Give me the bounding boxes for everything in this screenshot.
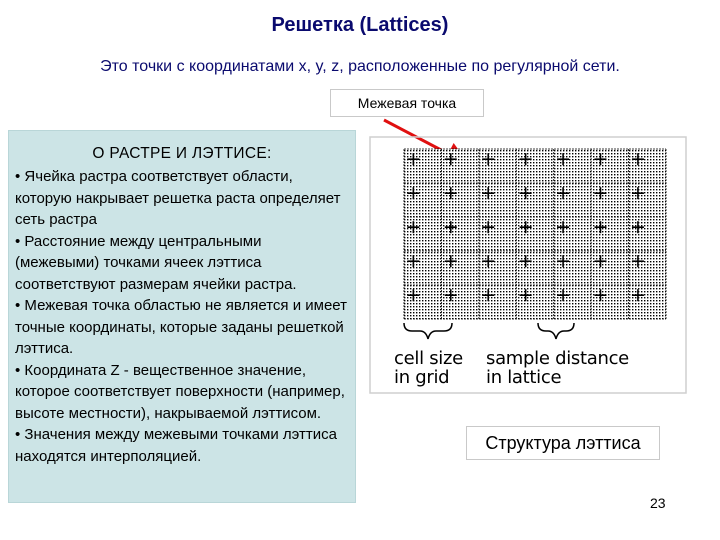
cell-size-caption-line-1: cell size [394,348,463,369]
sample-distance-caption-line-2: in lattice [486,367,562,388]
description-paragraph-5: • Значения между межевыми точками лэттиса находятся интерполяцией. [15,426,337,465]
sample-distance-brace [538,323,574,339]
description-paragraph-1: • Ячейка растра соответствует области, которую накрывает решетка раста определяет сеть растра [15,168,341,228]
cell-size-caption [394,349,463,387]
boundary-point-callout: Межевая точка [330,89,484,117]
cell-size-caption-line-2: in grid [394,367,450,388]
page-number: 23 [650,495,666,511]
grid-area [404,149,666,319]
lattice-structure-label: Структура лэттиса [466,426,660,460]
description-paragraph-4: • Координата Z - вещественное значение, которое соответствует поверхности (например, высоте местности), накрываемой лэттисом. [15,361,345,422]
description-box [8,130,356,503]
slide-subtitle: Это точки с координатами x, y, z, расположенные по регулярной сети. [100,58,620,75]
cell-size-brace [404,323,452,339]
description-heading: О РАСТРЕ И ЛЭТТИСЕ: [92,145,272,162]
sample-distance-caption [486,349,629,387]
sample-distance-caption-line-1: sample distance [486,348,629,369]
description-paragraph-2: • Расстояние между центральными (межевыми) точками ячеек лэттиса соответствуют размерам ячейки растра. [15,232,297,293]
slide-title: Решетка (Lattices) [271,14,449,36]
description-paragraph-3: • Межевая точка областью не является и имеет точные координаты, которые заданы решеткой лэттиса. [15,297,347,357]
